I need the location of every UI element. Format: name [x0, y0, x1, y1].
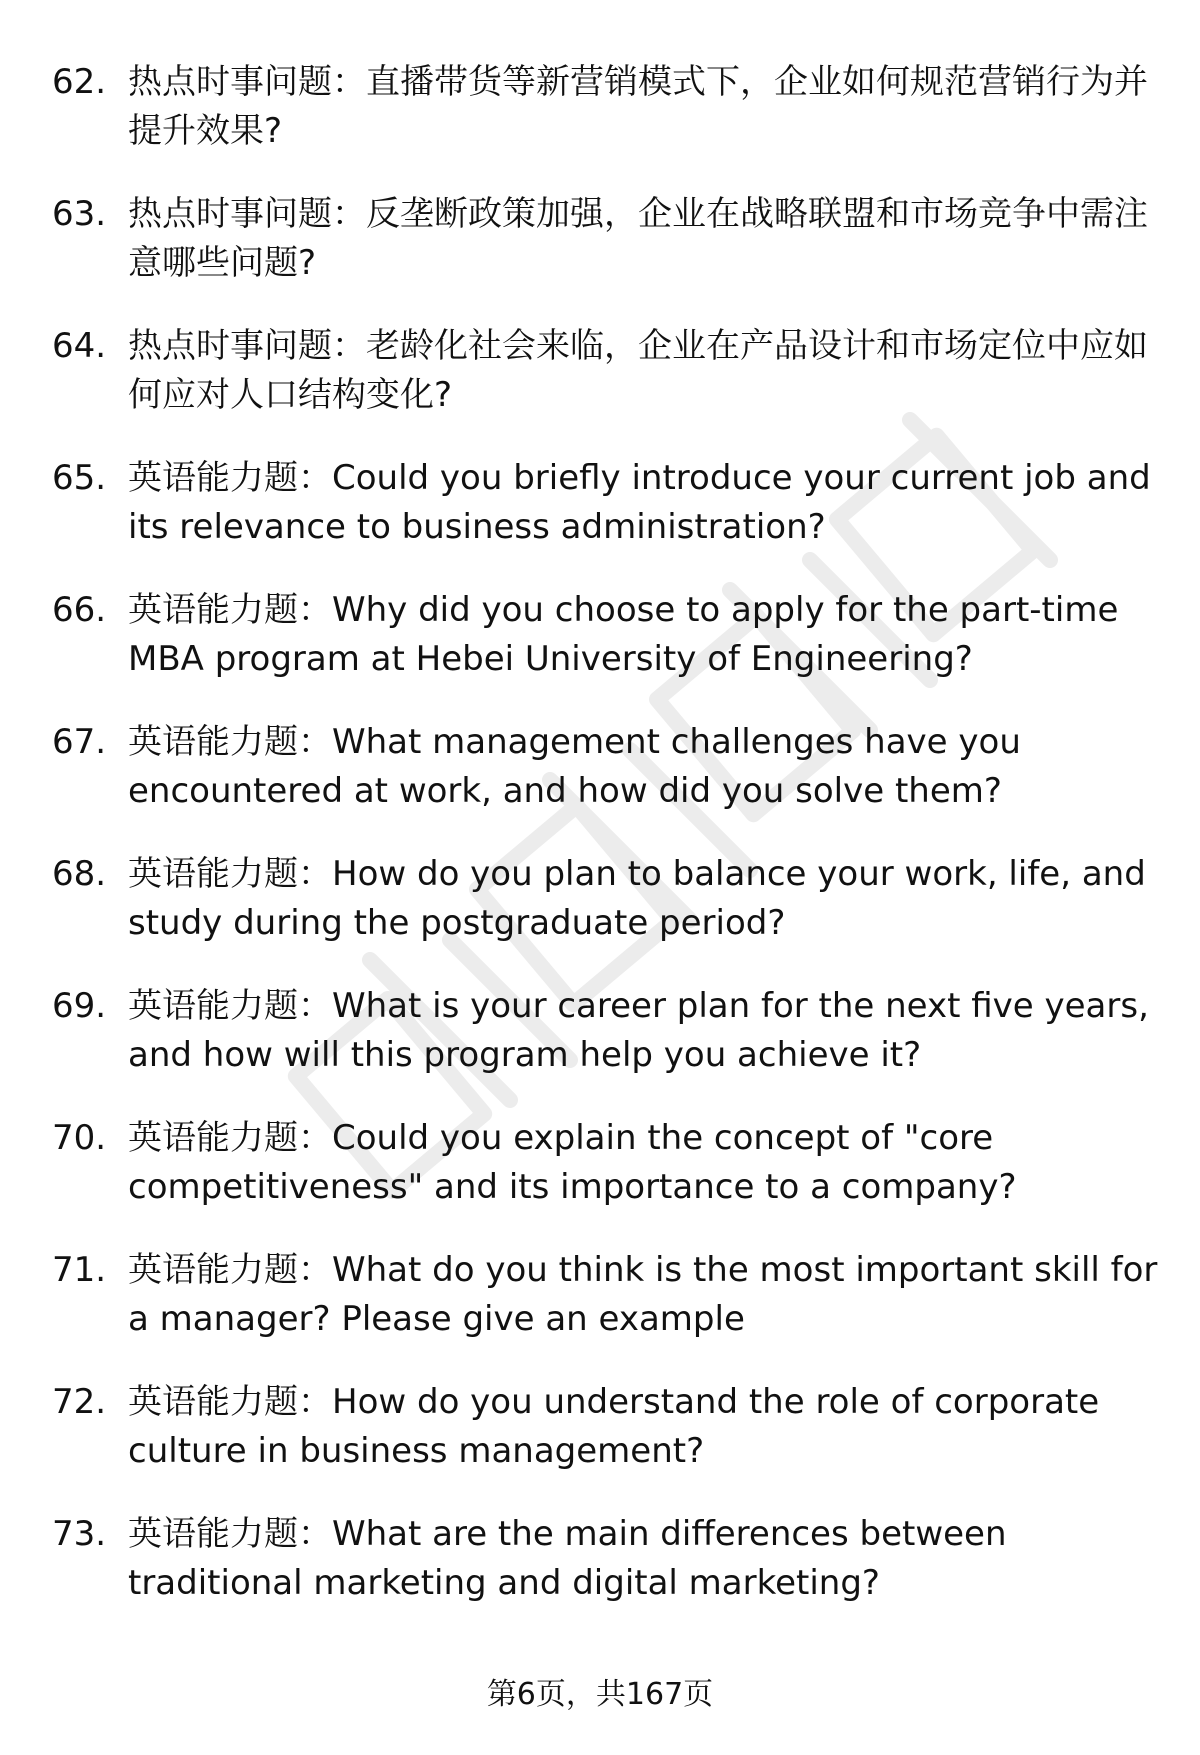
question-number: 64.	[52, 326, 107, 366]
question-number: 66.	[52, 590, 107, 630]
question-body	[128, 190, 1162, 288]
question-body	[128, 1378, 1162, 1476]
question-item	[52, 1510, 1162, 1642]
question-item	[52, 586, 1162, 718]
page-footer: 第6页，共167页	[486, 1677, 714, 1712]
question-item	[52, 1378, 1162, 1510]
question-body	[128, 1246, 1162, 1344]
question-number: 70.	[52, 1118, 107, 1158]
question-body	[128, 586, 1162, 684]
question-item	[52, 454, 1162, 586]
question-body	[128, 718, 1162, 816]
question-item	[52, 718, 1162, 850]
question-body	[128, 454, 1162, 552]
question-number: 68.	[52, 854, 107, 894]
question-text: How do you plan to balance your work, life, and study during the postgraduate period?	[128, 854, 1146, 943]
question-item	[52, 1246, 1162, 1378]
question-text: 老龄化社会来临，企业在产品设计和市场定位中应如何应对人口结构变化?	[128, 326, 1148, 415]
question-body	[128, 982, 1162, 1080]
question-label: 英语能力题：	[128, 1382, 332, 1422]
question-text: Could you explain the concept of "core competitiveness" and its importance to a company?	[128, 1118, 1017, 1207]
question-body	[128, 322, 1162, 420]
question-number: 63.	[52, 194, 107, 234]
question-number: 72.	[52, 1382, 107, 1422]
question-text: How do you understand the role of corporate culture in business management?	[128, 1382, 1100, 1471]
question-label: 热点时事问题：	[128, 62, 366, 102]
question-text: Could you briefly introduce your current job and its relevance to business administration?	[128, 458, 1151, 547]
question-text: 直播带货等新营销模式下，企业如何规范营销行为并提升效果?	[128, 62, 1148, 151]
question-number: 73.	[52, 1514, 107, 1554]
question-body	[128, 58, 1162, 156]
question-item	[52, 190, 1162, 322]
question-number: 62.	[52, 62, 107, 102]
question-label: 英语能力题：	[128, 1118, 332, 1158]
question-text: 反垄断政策加强，企业在战略联盟和市场竞争中需注意哪些问题?	[128, 194, 1148, 283]
question-item	[52, 850, 1162, 982]
question-item	[52, 322, 1162, 454]
question-label: 英语能力题：	[128, 458, 332, 498]
question-label: 热点时事问题：	[128, 326, 366, 366]
question-text: What do you think is the most important skill for a manager? Please give an example	[128, 1250, 1158, 1339]
question-label: 英语能力题：	[128, 986, 332, 1026]
question-body	[128, 1510, 1162, 1608]
question-list	[52, 58, 1162, 1642]
question-label: 英语能力题：	[128, 1514, 332, 1554]
question-number: 65.	[52, 458, 107, 498]
question-text: Why did you choose to apply for the part-time MBA program at Hebei University of Engineering?	[128, 590, 1119, 679]
question-item	[52, 982, 1162, 1114]
question-label: 英语能力题：	[128, 722, 332, 762]
question-label: 英语能力题：	[128, 854, 332, 894]
question-label: 英语能力题：	[128, 1250, 332, 1290]
question-text: What management challenges have you encountered at work, and how did you solve them?	[128, 722, 1021, 811]
question-number: 67.	[52, 722, 107, 762]
question-label: 英语能力题：	[128, 590, 332, 630]
question-text: What are the main differences between traditional marketing and digital marketing?	[128, 1514, 1007, 1603]
question-label: 热点时事问题：	[128, 194, 366, 234]
question-number: 71.	[52, 1250, 107, 1290]
question-number: 69.	[52, 986, 107, 1026]
question-item	[52, 58, 1162, 190]
question-body	[128, 1114, 1162, 1212]
question-text: What is your career plan for the next five years, and how will this program help you achieve it?	[128, 986, 1149, 1075]
question-item	[52, 1114, 1162, 1246]
question-body	[128, 850, 1162, 948]
